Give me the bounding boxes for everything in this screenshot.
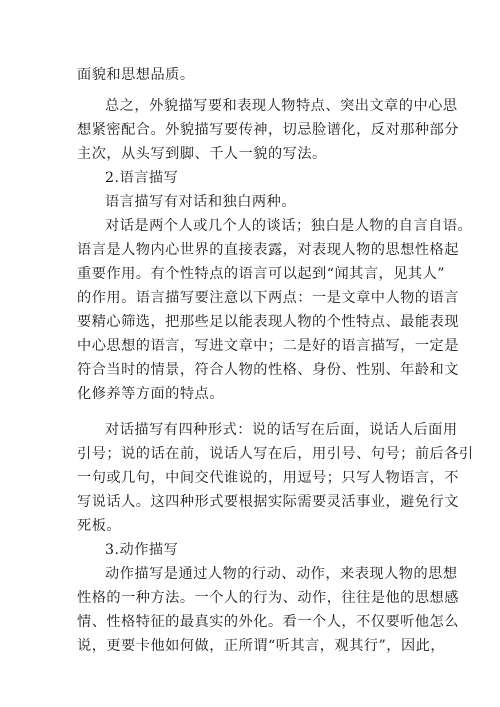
text-line: 说，更要卡他如何做，正所谓“听其言，观其行”，因此， [77, 638, 446, 654]
text-line: 化修养等方面的特点。 [77, 386, 224, 402]
text-line: 总之，外貌描写要和表现人物特点、突出文章的中心思 [105, 98, 458, 114]
text-line: 引号；说的话在前，说话人写在后，用引号、句号；前后各引 [77, 446, 474, 462]
text-line: 主次，从头写到脚、千人一貌的写法。 [77, 146, 327, 162]
text-line: 语言描写有对话和独白两种。 [105, 194, 296, 210]
text-line: 要精心筛选，把那些足以能表现人物的个性特点、最能表现 [77, 314, 459, 330]
section-heading: 2.语言描写 [105, 170, 179, 186]
text-line: 语言是人物内心世界的直接表露，对表现人物的思想性格起 [77, 242, 459, 258]
section-heading: 3.动作描写 [105, 542, 179, 558]
text-line: 的作用。语言描写要注意以下两点：一是文章中人物的语言 [77, 290, 459, 306]
text-line: 中心思想的语言，写进文章中；二是好的语言描写，一定是 [77, 338, 459, 354]
text-line: 想紧密配合。外貌描写要传神，切忌脸谱化，反对那种部分 [77, 122, 459, 138]
text-line: 死板。 [77, 518, 122, 534]
text-line: 对话描写有四种形式：说的话写在后面，说话人后面用 [105, 422, 458, 438]
text-line: 情、性格特征的最真实的外化。看一个人，不仅要听他怎么 [77, 614, 459, 630]
text-line: 面貌和思想品质。 [77, 67, 195, 83]
text-line: 性格的一种方法。一个人的行为、动作，往往是他的思想感 [77, 590, 459, 606]
text-line: 动作描写是通过人物的行动、动作，来表现人物的思想 [105, 566, 458, 582]
text-line: 写说话人。这四种形式要根据实际需要灵活事业，避免行文 [77, 494, 459, 510]
text-line: 一句或几句，中间交代谁说的，用逗号；只写人物语言，不 [77, 470, 459, 486]
text-line: 重要作用。有个性特点的语言可以起到“闻其言，见其人” [77, 266, 446, 282]
text-line: 对话是两个人或几个人的谈话；独白是人物的自言自语。 [105, 218, 473, 234]
text-line: 符合当时的情景，符合人物的性格、身份、性别、年龄和文 [77, 362, 459, 378]
